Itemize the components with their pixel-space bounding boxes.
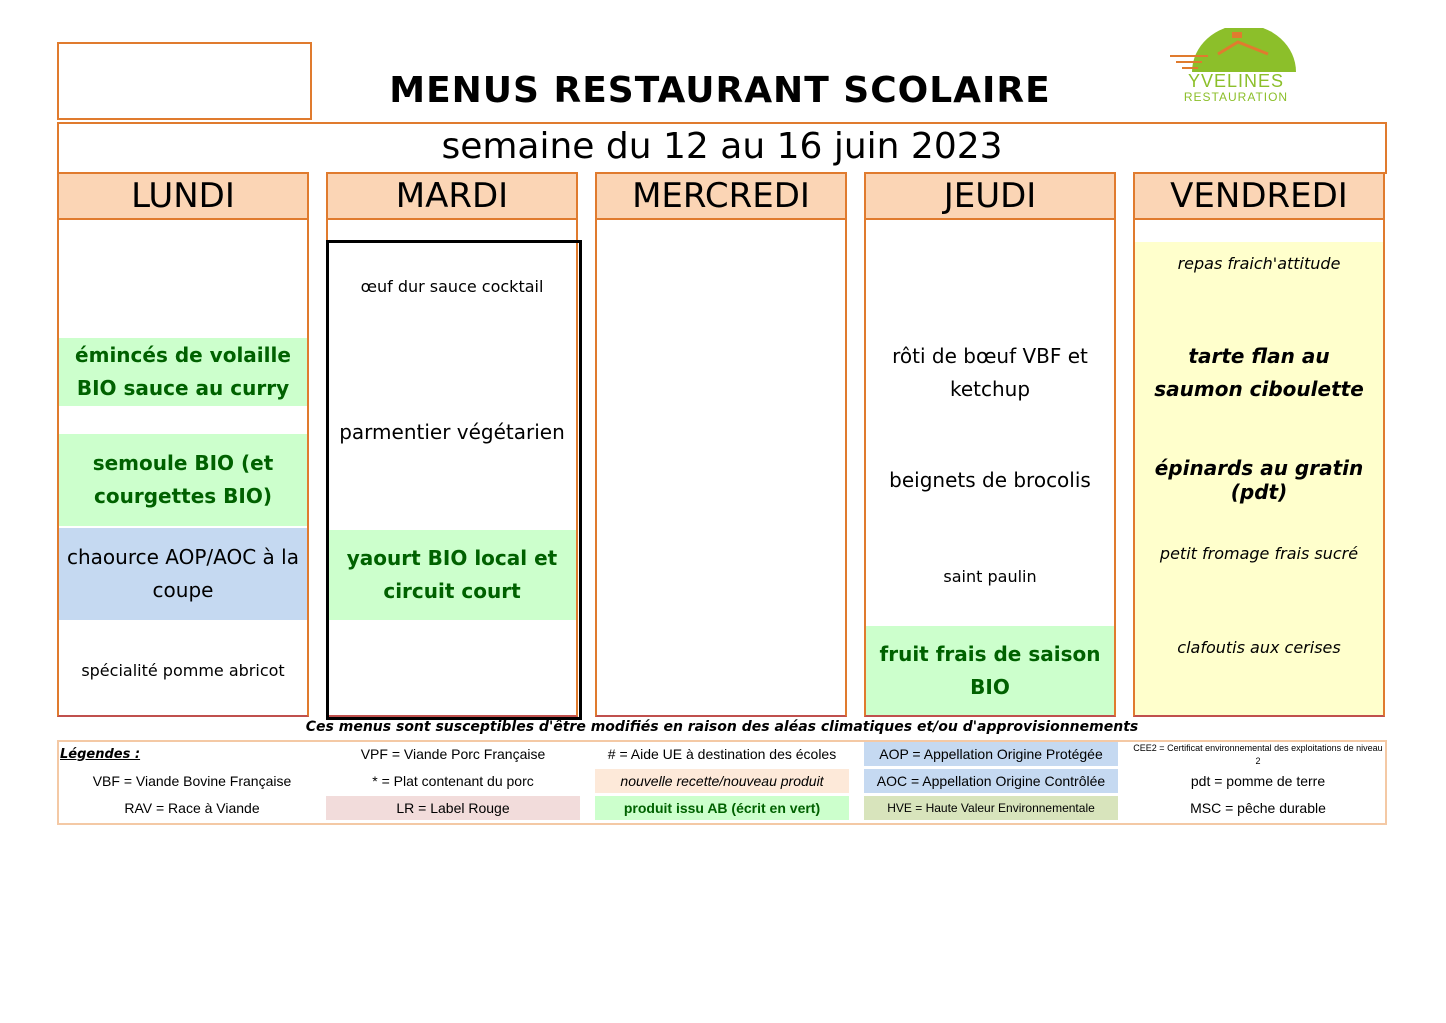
disclaimer-note: Ces menus sont susceptibles d'être modifiés en raison des aléas climatiques et/ou d'approvisionnements — [305, 719, 1139, 735]
day-header-mardi: MARDI — [326, 172, 578, 220]
legend-aop: AOP = Appellation Origine Protégée — [864, 742, 1118, 766]
legend-aoc: AOC = Appellation Origine Contrôlée — [864, 769, 1118, 793]
legend-vpf: VPF = Viande Porc Française — [360, 746, 546, 762]
legend-porc: * = Plat contenant du porc — [372, 773, 534, 789]
day-header-vendredi: VENDREDI — [1133, 172, 1385, 220]
day-column-mercredi — [595, 172, 847, 715]
menu-item-main: émincés de volaille BIO sauce au curry — [59, 338, 307, 406]
day-column-vendredi — [1133, 172, 1385, 715]
day-column-lundi — [57, 172, 309, 715]
mardi-selection-frame — [326, 240, 582, 720]
blank-header-box — [57, 42, 312, 120]
legend-msc: MSC = pêche durable — [1190, 800, 1326, 816]
legend-pdt: pdt = pomme de terre — [1190, 773, 1326, 789]
day-body-mercredi — [595, 220, 847, 717]
day-header-jeudi: JEUDI — [864, 172, 1116, 220]
yvelines-restauration-logo — [1168, 28, 1304, 108]
legend-label-rouge: LR = Label Rouge — [326, 796, 580, 820]
menu-item-dairy: yaourt BIO local et circuit court — [328, 530, 576, 620]
menu-item-dessert: clafoutis aux cerises — [1177, 637, 1341, 657]
day-column-jeudi — [864, 172, 1116, 715]
menu-item-starter: œuf dur sauce cocktail — [360, 276, 544, 296]
menu-item-cheese: saint paulin — [943, 566, 1037, 586]
menu-item-theme: repas fraich'attitude — [1177, 253, 1341, 273]
day-body-jeudi — [864, 220, 1116, 717]
logo-text-yvelines: YVELINES — [1187, 71, 1285, 91]
week-title: semaine du 12 au 16 juin 2023 — [441, 126, 1003, 167]
day-header-mercredi: MERCREDI — [595, 172, 847, 220]
menu-item-main: rôti de bœuf VBF et ketchup — [892, 344, 1088, 401]
day-body-lundi — [57, 220, 309, 717]
legend-rav: RAV = Race à Viande — [124, 800, 260, 816]
legend-cee2: CEE2 = Certificat environnemental des exploitations de niveau 2 — [1133, 743, 1383, 766]
legend-ue: # = Aide UE à destination des écoles — [607, 746, 837, 762]
menu-item-main: parmentier végétarien — [339, 420, 565, 444]
menu-item-cheese: chaource AOP/AOC à la coupe — [59, 528, 307, 620]
legend-nouvelle-recette: nouvelle recette/nouveau produit — [595, 769, 849, 793]
menu-item-dessert: fruit frais de saison BIO — [866, 626, 1114, 715]
menu-item-side: beignets de brocolis — [889, 468, 1091, 492]
page-title: MENUS RESTAURANT SCOLAIRE — [389, 70, 1051, 111]
legend-vbf: VBF = Viande Bovine Française — [92, 773, 292, 789]
legend-hve: HVE = Haute Valeur Environnementale — [864, 796, 1118, 820]
legend-produit-ab: produit issu AB (écrit en vert) — [595, 796, 849, 820]
menu-item-dairy: petit fromage frais sucré — [1159, 543, 1359, 563]
legend-title: Légendes : — [60, 746, 141, 762]
menu-item-side: épinards au gratin (pdt) — [1154, 456, 1364, 504]
logo-text-restauration: RESTAURATION — [1183, 90, 1289, 104]
menu-item-side: semoule BIO (et courgettes BIO) — [59, 434, 307, 526]
day-header-lundi: LUNDI — [57, 172, 309, 220]
menu-item-main: tarte flan au saumon ciboulette — [1154, 344, 1364, 401]
menu-item-dessert: spécialité pomme abricot — [81, 660, 285, 680]
day-body-vendredi — [1133, 220, 1385, 717]
